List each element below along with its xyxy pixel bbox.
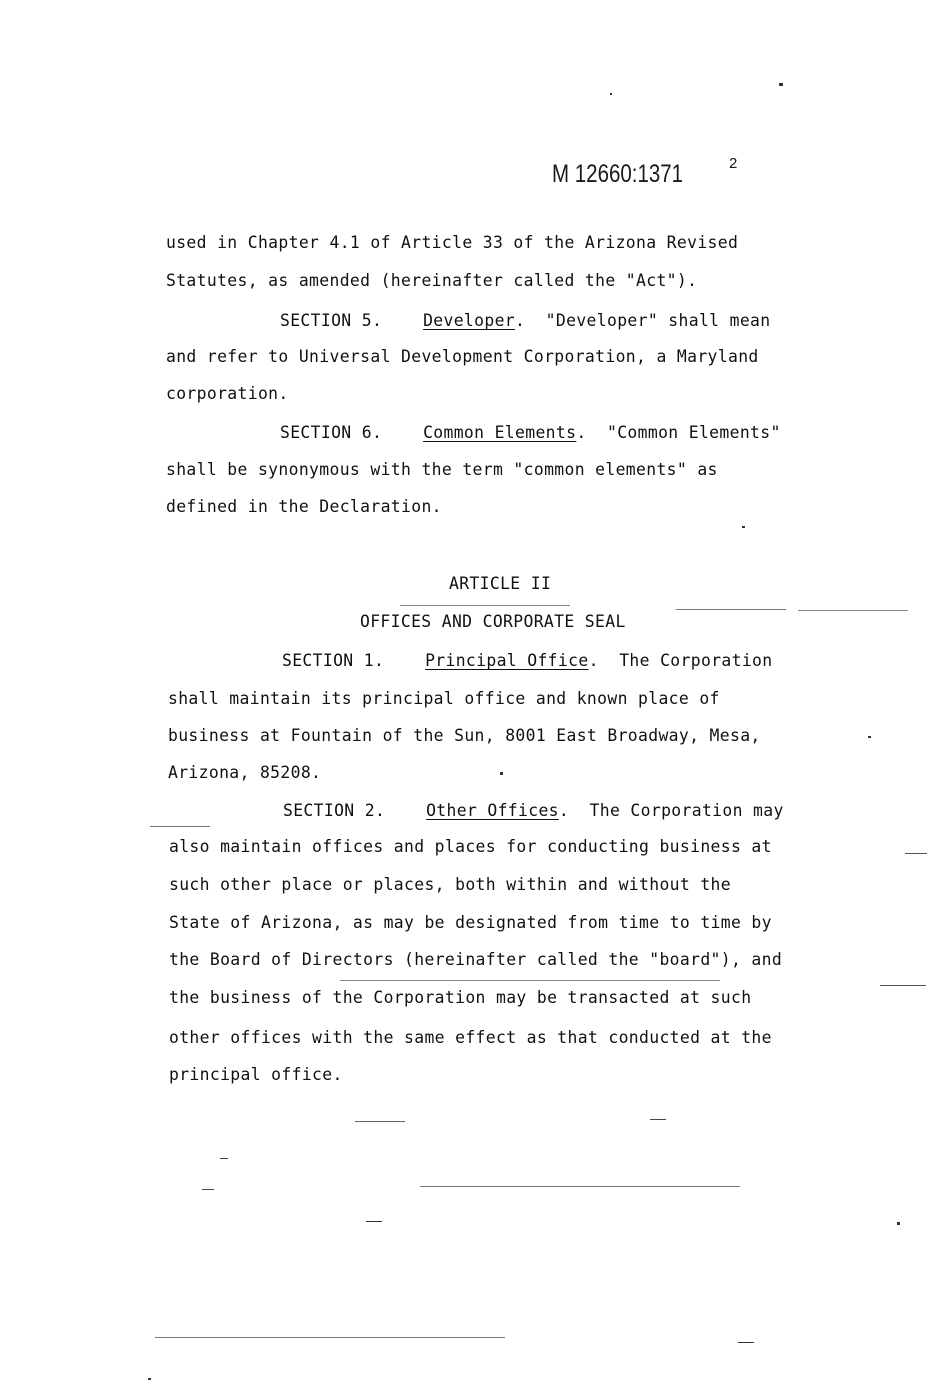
scan-speck [610,93,612,95]
section-text: . "Common Elements" [576,423,781,442]
scan-dash [420,1186,740,1187]
scan-dash [340,980,720,981]
scan-dash [676,609,786,610]
section-label: SECTION 2. [283,801,386,820]
scan-dash [155,1337,505,1338]
section-heading [283,801,784,821]
text-line: shall be synonymous with the term "common elements" as [166,460,718,479]
scan-speck [742,526,745,528]
text-line: other offices with the same effect as that conducted at the [169,1028,772,1047]
section-heading [280,423,781,443]
text-line: principal office. [169,1065,343,1084]
scan-dash [400,605,570,606]
section-heading [282,651,773,671]
text-line: corporation. [166,384,289,403]
scan-speck [868,736,871,738]
section-label: SECTION 6. [280,423,383,442]
text-line: defined in the Declaration. [166,497,442,516]
scan-dash [355,1121,405,1122]
scan-dash [738,1342,754,1343]
text-line: Arizona, 85208. [168,763,322,782]
text-line: the Board of Directors (hereinafter called the "board"), and [169,950,783,969]
section-label: SECTION 1. [282,651,385,670]
section-text: . The Corporation may [558,801,784,820]
text-line: the business of the Corporation may be transacted at such [169,988,752,1007]
scan-speck [148,1378,151,1380]
scan-dash [150,826,210,827]
scan-dash [650,1119,666,1120]
text-line: and refer to Universal Development Corporation, a Maryland [166,347,759,366]
text-line: State of Arizona, as may be designated from time to time by [169,913,772,932]
section-title: Other Offices [426,801,559,820]
page-number: 2 [729,155,738,172]
text-line: used in Chapter 4.1 of Article 33 of the Arizona Revised [166,233,739,252]
article-heading: ARTICLE II [449,574,552,593]
section-text: . "Developer" shall mean [515,311,771,330]
scan-dash [220,1158,228,1159]
text-line: Statutes, as amended (hereinafter called the "Act"). [166,271,698,290]
scan-dash [366,1221,382,1222]
text-line: shall maintain its principal office and known place of [168,689,720,708]
text-line: business at Fountain of the Sun, 8001 East Broadway, Mesa, [168,726,761,745]
scan-dash [798,610,908,611]
section-title: Common Elements [423,423,577,442]
text-line: also maintain offices and places for conducting business at [169,837,772,856]
scan-speck [500,772,503,775]
section-label: SECTION 5. [280,311,383,330]
scan-speck [897,1222,900,1225]
scan-dash [880,985,926,986]
article-subheading: OFFICES AND CORPORATE SEAL [360,612,626,631]
scan-dash [905,853,927,854]
text-line: such other place or places, both within and without the [169,875,731,894]
scan-speck [779,83,783,86]
section-text: . The Corporation [588,651,773,670]
scan-dash [202,1189,214,1190]
section-heading [280,311,770,331]
section-title: Developer [423,311,516,330]
document-stamp-number: M 12660:1371 [552,160,684,188]
section-title: Principal Office [425,651,589,670]
